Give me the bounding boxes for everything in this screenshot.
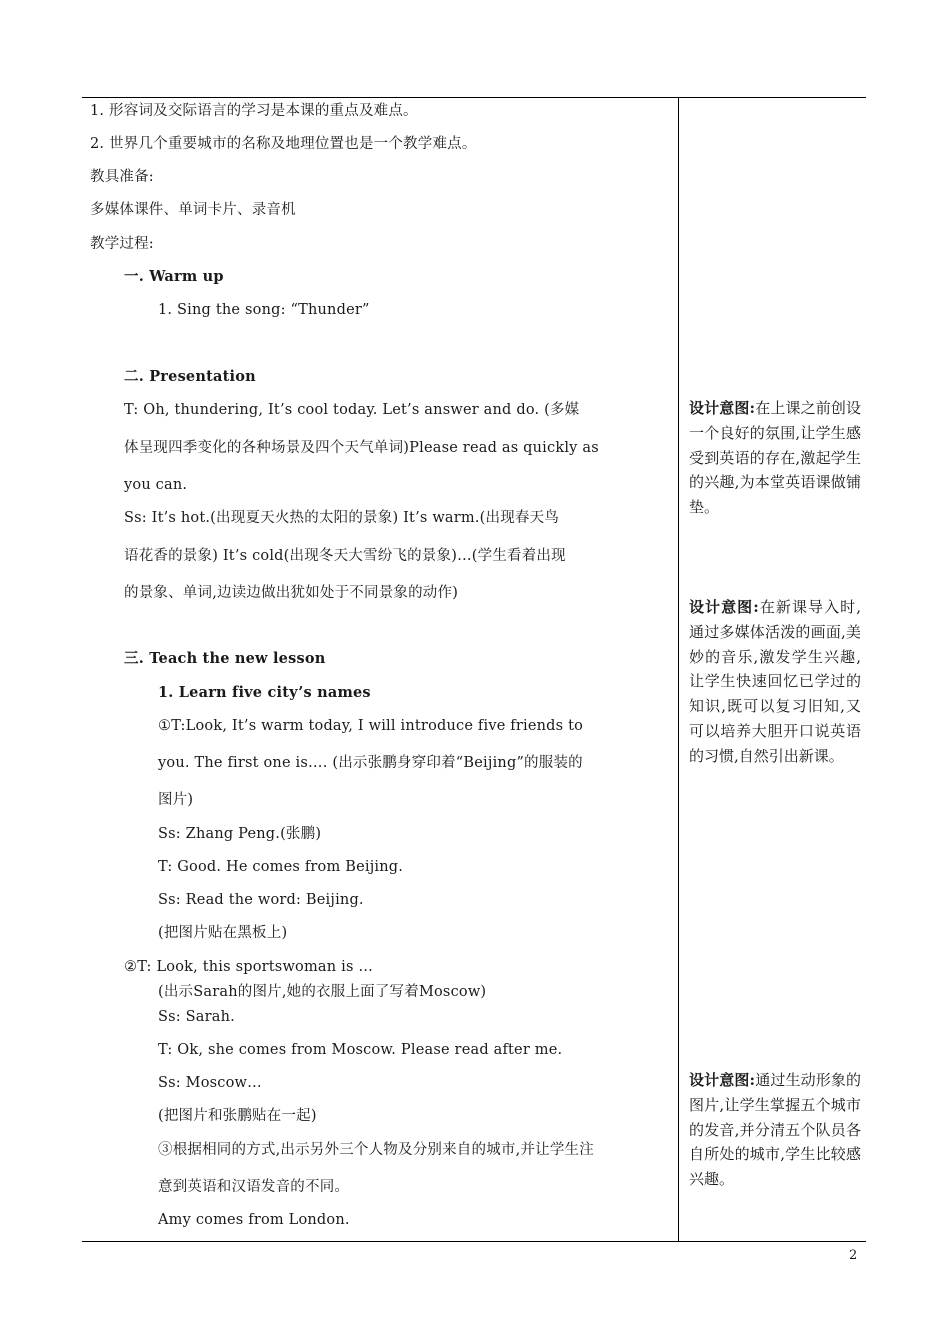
lesson-line-7: (把图片贴在黑板上): [158, 925, 288, 941]
presentation-line-4: Ss: It’s hot.(出现夏天火热的太阳的景象) It’s warm.(出现春天鸟: [124, 510, 560, 526]
key-point-2: 2. 世界几个重要城市的名称及地理位置也是一个教学难点。: [90, 136, 477, 152]
presentation-line-5: 语花香的景象) It’s cold(出现冬天大雪纷飞的景象)…(学生看着出现: [124, 548, 566, 564]
design-note-1: [689, 396, 861, 520]
design-note-label: 设计意图:: [689, 598, 759, 616]
presentation-line-6: 的景象、单词,边读边做出犹如处于不同景象的动作): [124, 585, 459, 601]
section-new-lesson: 三. Teach the new lesson: [124, 650, 326, 667]
table-bottom-border: [82, 1241, 866, 1242]
presentation-line-2: 体呈现四季变化的各种场景及四个天气单词)Please read as quickly as: [124, 440, 599, 456]
lesson-line-15: 意到英语和汉语发音的不同。: [158, 1179, 350, 1195]
section-warm-up: 一. Warm up: [124, 268, 224, 285]
table-top-border: [82, 97, 866, 98]
lesson-line-13: (把图片和张鹏贴在一起): [158, 1108, 317, 1124]
lesson-line-6: Ss: Read the word: Beijing.: [158, 892, 364, 908]
lesson-line-2: you. The first one is…. (出示张鹏身穿印着“Beijing”的服装的: [158, 755, 583, 771]
design-note-label: 设计意图:: [689, 399, 756, 417]
tools-heading: 教具准备:: [90, 169, 154, 185]
lesson-line-1: ①T:Look, It’s warm today, I will introduce five friends to: [158, 718, 584, 734]
design-note-text: 通过生动形象的图片,让学生掌握五个城市的发音,并分清五个队员各自所处的城市,学生比较感兴趣。: [689, 1071, 861, 1189]
design-note-text: 在新课导入时,通过多媒体活泼的画面,美妙的音乐,激发学生兴趣,让学生快速回忆已学过的知识,既可以复习旧知,又可以培养大胆开口说英语的习惯,自然引出新课。: [689, 598, 861, 765]
lesson-line-14: ③根据相同的方式,出示另外三个人物及分别来自的城市,并让学生注: [158, 1142, 594, 1158]
new-lesson-item-1: 1. Learn five city’s names: [158, 684, 371, 701]
design-note-text: 在上课之前创设一个良好的氛围,让学生感受到英语的存在,激起学生的兴趣,为本堂英语课做铺垫。: [689, 399, 861, 517]
presentation-line-3: you can.: [124, 477, 188, 493]
lesson-line-3: 图片): [158, 792, 194, 808]
section-presentation: 二. Presentation: [124, 368, 256, 385]
tools-list: 多媒体课件、单词卡片、录音机: [90, 202, 296, 218]
key-point-1: 1. 形容词及交际语言的学习是本课的重点及难点。: [90, 103, 418, 119]
process-heading: 教学过程:: [90, 236, 154, 252]
lesson-line-16: Amy comes from London.: [158, 1212, 350, 1228]
lesson-line-4: Ss: Zhang Peng.(张鹏): [158, 826, 322, 842]
design-note-2: [689, 595, 861, 769]
design-note-label: 设计意图:: [689, 1071, 756, 1089]
column-divider: [678, 97, 679, 1241]
lesson-line-8: ②T: Look, this sportswoman is …: [124, 959, 374, 975]
lesson-line-9: (出示Sarah的图片,她的衣服上面了写着Moscow): [158, 984, 487, 1000]
design-note-3: [689, 1068, 861, 1192]
page-number: 2: [849, 1248, 858, 1263]
lesson-line-11: T: Ok, she comes from Moscow. Please read after me.: [158, 1042, 563, 1058]
presentation-line-1: T: Oh, thundering, It’s cool today. Let’s answer and do. (多媒: [124, 402, 580, 418]
warm-up-item-1: 1. Sing the song: “Thunder”: [158, 302, 370, 318]
lesson-line-5: T: Good. He comes from Beijing.: [158, 859, 404, 875]
lesson-line-12: Ss: Moscow…: [158, 1075, 262, 1091]
lesson-line-10: Ss: Sarah.: [158, 1009, 235, 1025]
